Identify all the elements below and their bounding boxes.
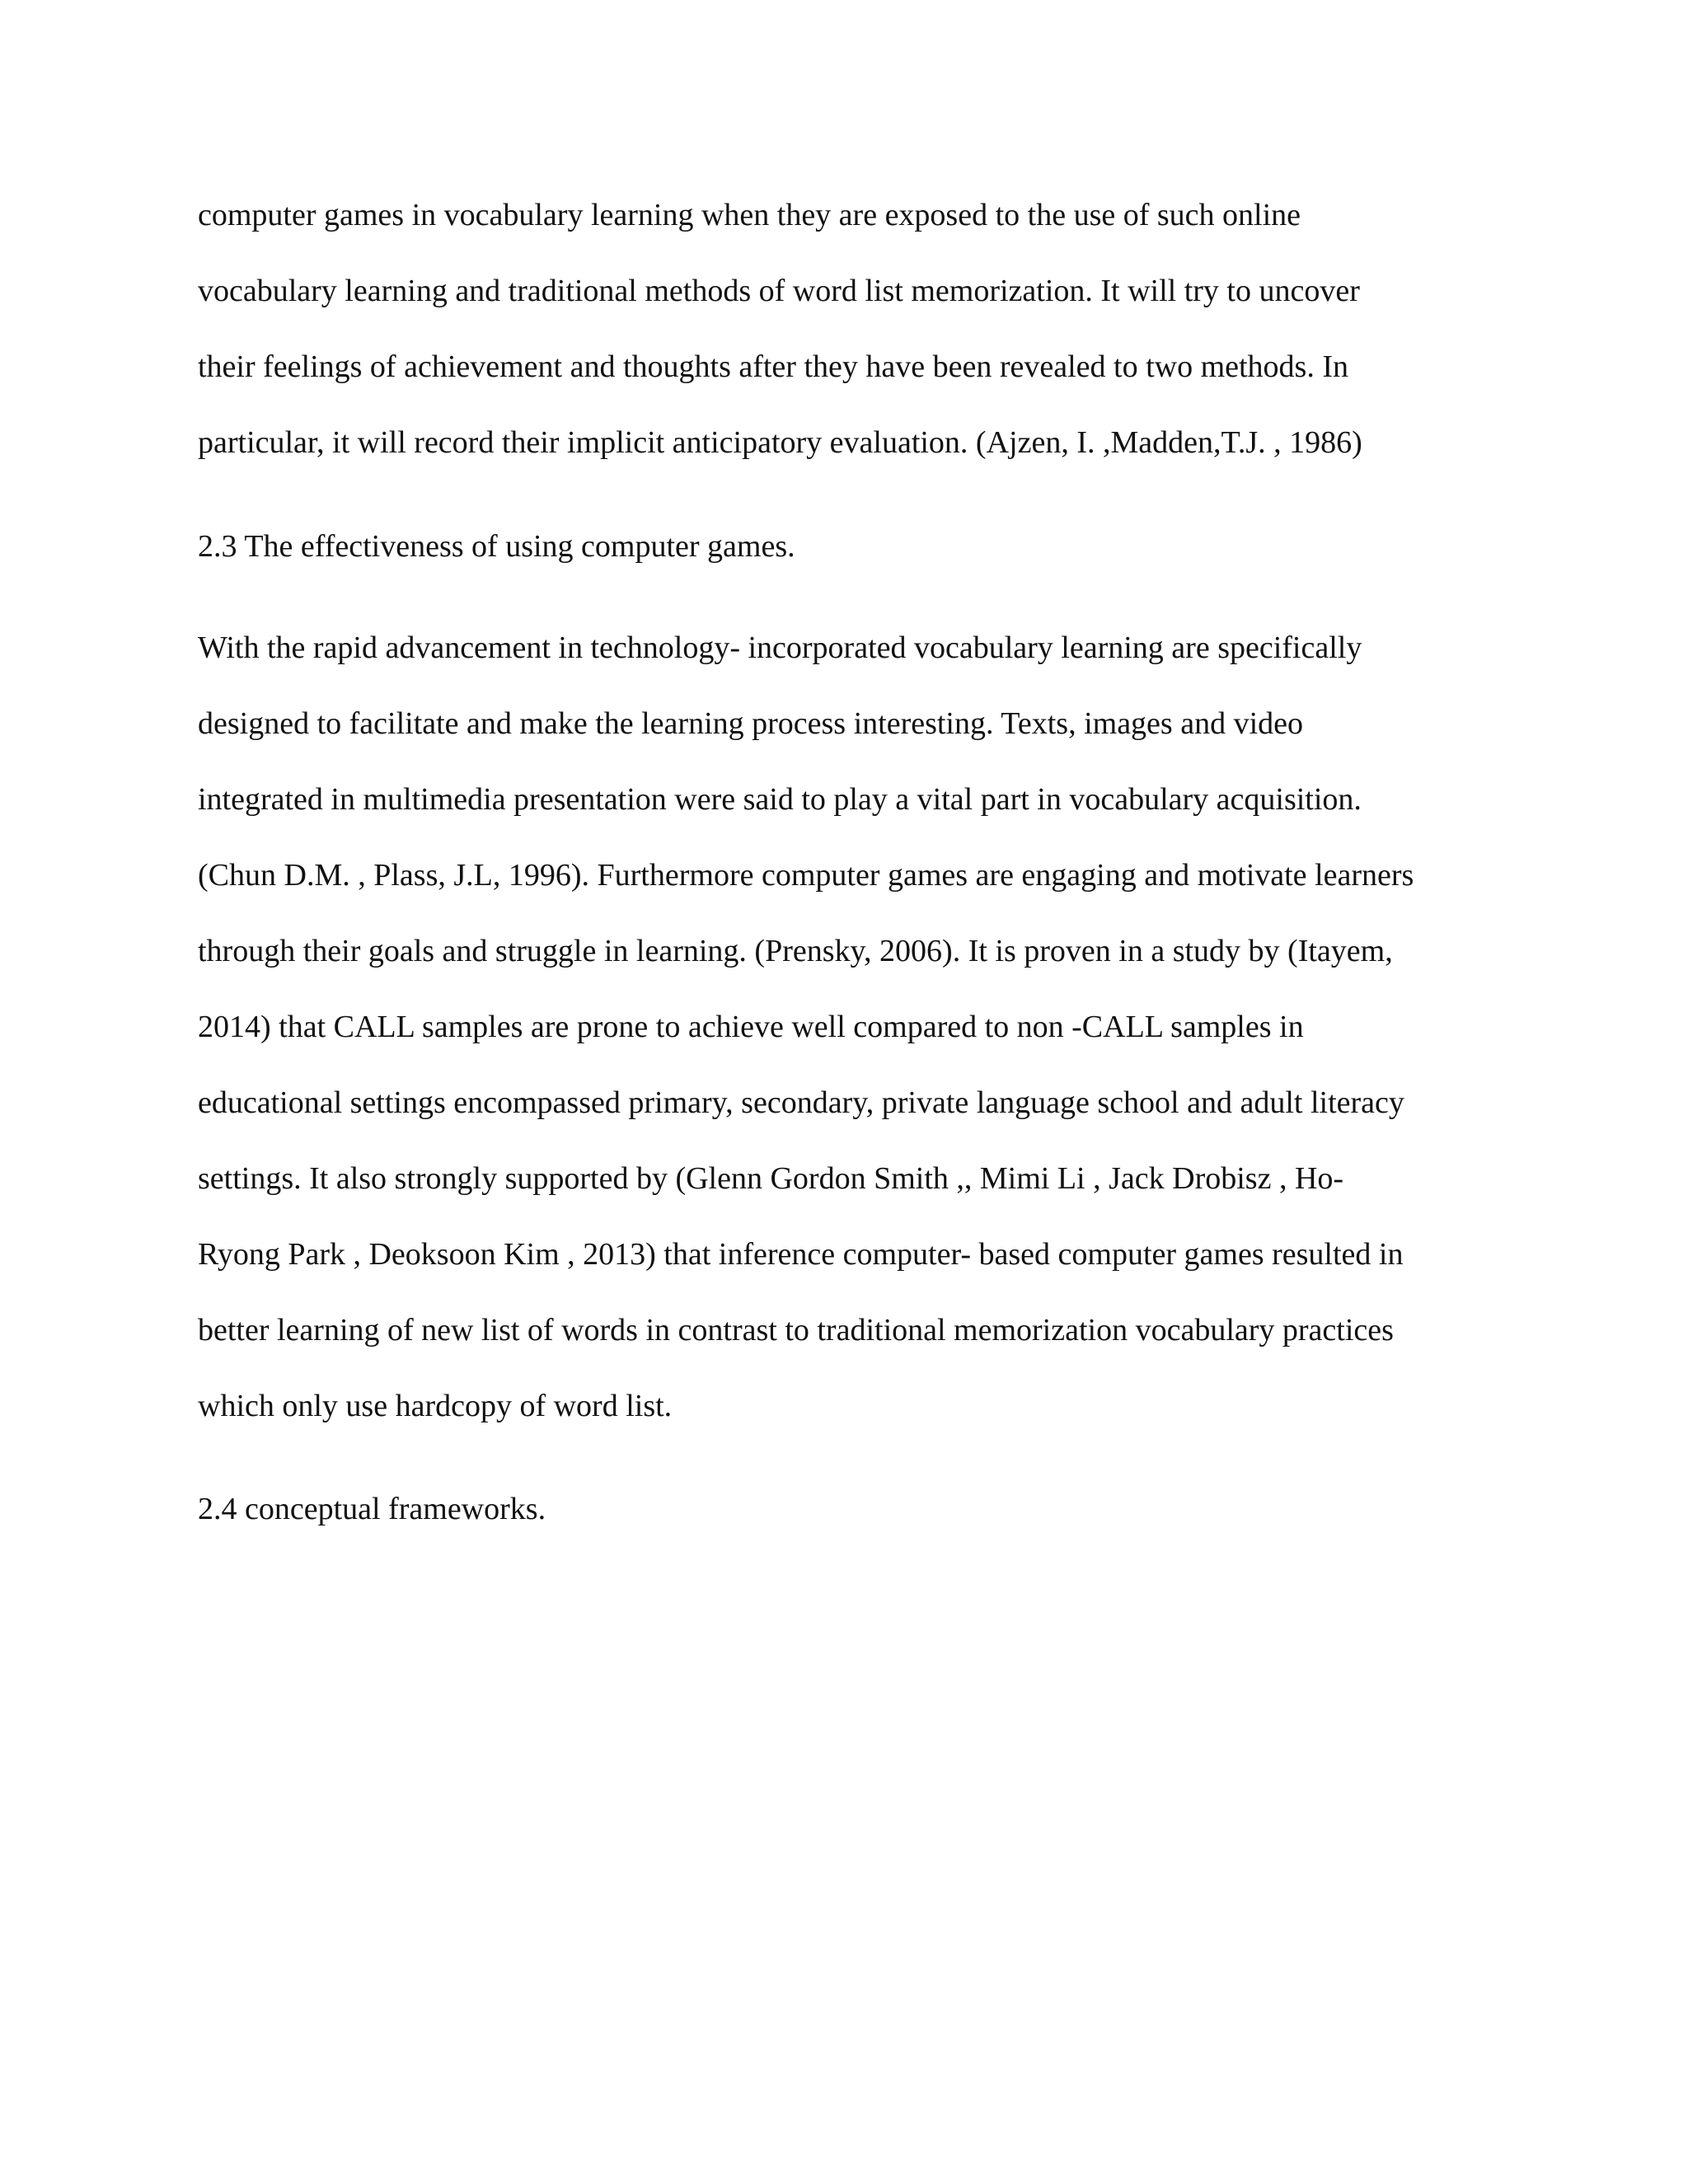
paragraph-line: integrated in multimedia presentation were said to play a vital part in vocabulary acquisition.: [198, 782, 1362, 817]
paragraph-line: which only use hardcopy of word list.: [198, 1389, 673, 1423]
paragraph-line: With the rapid advancement in technology- incorporated vocabulary learning are specifically: [198, 630, 1362, 665]
paragraph-line: settings. It also strongly supported by (Glenn Gordon Smith ,, Mimi Li , Jack Drobisz , Ho-: [198, 1161, 1344, 1196]
paragraph-line: (Chun D.M. , Plass, J.L, 1996). Furthermore computer games are engaging and motivate learners: [198, 858, 1414, 893]
paragraph-line: designed to facilitate and make the learning process interesting. Texts, images and video: [198, 706, 1304, 741]
paragraph-line: Ryong Park , Deoksoon Kim , 2013) that inference computer- based computer games resulted in: [198, 1237, 1404, 1272]
paragraph-line: computer games in vocabulary learning when they are exposed to the use of such online: [198, 198, 1301, 232]
paragraph-line: 2014) that CALL samples are prone to achieve well compared to non -CALL samples in: [198, 1010, 1304, 1044]
paragraph-line: through their goals and struggle in learning. (Prensky, 2006). It is proven in a study by (Itayem,: [198, 934, 1393, 968]
section-heading: 2.4 conceptual frameworks.: [198, 1492, 546, 1526]
paragraph-line: vocabulary learning and traditional methods of word list memorization. It will try to uncover: [198, 274, 1360, 308]
paragraph-line: particular, it will record their implicit anticipatory evaluation. (Ajzen, I. ,Madden,T.J. , 1986): [198, 425, 1362, 460]
paragraph-line: their feelings of achievement and thoughts after they have been revealed to two methods. In: [198, 349, 1348, 384]
paragraph-line: educational settings encompassed primary, secondary, private language school and adult literacy: [198, 1085, 1404, 1120]
section-heading: 2.3 The effectiveness of using computer games.: [198, 529, 795, 564]
paragraph-line: better learning of new list of words in contrast to traditional memorization vocabulary practices: [198, 1313, 1394, 1347]
